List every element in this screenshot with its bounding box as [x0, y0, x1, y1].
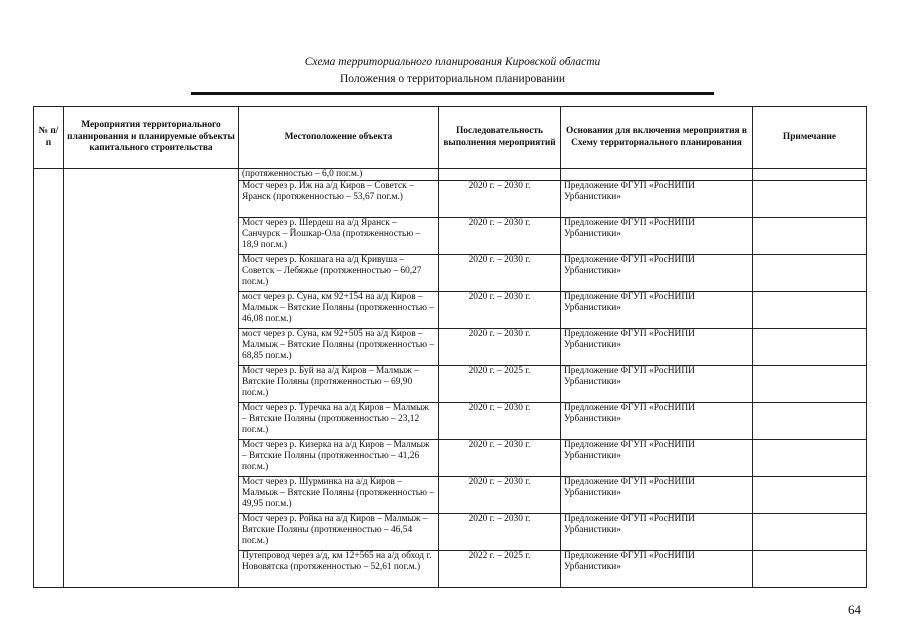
cell-location: мост через р. Суна, км 92+154 на а/д Киров – Малмыж – Вятские Поляны (протяженностью – 46,08 пог.м.): [239, 292, 439, 329]
cell-note: [753, 366, 867, 403]
col-header-number: № п/п: [34, 107, 64, 169]
document-title: Схема территориального планирования Кировской области: [304, 56, 601, 68]
cell-basis: Предложение ФГУП «РосНИПИ Урбанистики»: [561, 218, 753, 255]
cell-location: Мост через р. Туречка на а/д Киров – Малмыж – Вятские Поляны (протяженностью – 23,12 пог.м.): [239, 403, 439, 440]
planning-table: [33, 106, 867, 588]
cell-basis: Предложение ФГУП «РосНИПИ Урбанистики»: [561, 440, 753, 477]
cell-basis: Предложение ФГУП «РосНИПИ Урбанистики»: [561, 514, 753, 551]
cell-number: [34, 169, 64, 588]
cell-dates: [439, 169, 561, 181]
cell-location: (протяженностью – 6,0 пог.м.): [239, 169, 439, 181]
cell-dates: 2020 г. – 2030 г.: [439, 292, 561, 329]
table-row-continuation: [34, 169, 867, 181]
cell-note: [753, 514, 867, 551]
cell-location: Мост через р. Буй на а/д Киров – Малмыж – Вятские Поляны (протяженностью – 69,90 пог.м.): [239, 366, 439, 403]
cell-note: [753, 329, 867, 366]
cell-note: [753, 255, 867, 292]
cell-basis: [561, 169, 753, 181]
cell-basis: Предложение ФГУП «РосНИПИ Урбанистики»: [561, 403, 753, 440]
cell-note: [753, 403, 867, 440]
cell-note: [753, 292, 867, 329]
cell-note: [753, 477, 867, 514]
col-header-sequence: Последовательность выполнения мероприятий: [439, 107, 561, 169]
table-header-row: [34, 107, 867, 169]
cell-basis: Предложение ФГУП «РосНИПИ Урбанистики»: [561, 292, 753, 329]
cell-note: [753, 551, 867, 588]
cell-dates: 2020 г. – 2030 г.: [439, 514, 561, 551]
cell-location: Мост через р. Шурминка на а/д Киров – Малмыж – Вятские Поляны (протяженностью – 49,95 пог.м.): [239, 477, 439, 514]
header-rule: [191, 92, 714, 95]
cell-basis: Предложение ФГУП «РосНИПИ Урбанистики»: [561, 551, 753, 588]
cell-location: Мост через р. Шердеш на а/д Яранск – Санчурск – Йошкар-Ола (протяженностью – 18,9 пог.м.): [239, 218, 439, 255]
cell-dates: 2020 г. – 2030 г.: [439, 329, 561, 366]
cell-dates: 2020 г. – 2025 г.: [439, 366, 561, 403]
cell-dates: 2020 г. – 2030 г.: [439, 255, 561, 292]
cell-measure: [64, 169, 239, 588]
cell-note: [753, 218, 867, 255]
cell-note: [753, 169, 867, 181]
cell-dates: 2020 г. – 2030 г.: [439, 403, 561, 440]
cell-basis: Предложение ФГУП «РосНИПИ Урбанистики»: [561, 329, 753, 366]
cell-basis: Предложение ФГУП «РосНИПИ Урбанистики»: [561, 366, 753, 403]
cell-note: [753, 181, 867, 218]
cell-location: мост через р. Суна, км 92+505 на а/д Киров – Малмыж – Вятские Поляны (протяженностью – 68,85 пог.м.): [239, 329, 439, 366]
cell-note: [753, 440, 867, 477]
col-header-note: Примечание: [753, 107, 867, 169]
col-header-location: Местоположение объекта: [239, 107, 439, 169]
cell-dates: 2020 г. – 2030 г.: [439, 440, 561, 477]
cell-dates: 2020 г. – 2030 г.: [439, 477, 561, 514]
document-subtitle: Положения о территориальном планировании: [339, 73, 566, 85]
cell-location: Мост через р. Кизерка на а/д Киров – Малмыж – Вятские Поляны (протяженностью – 41,26 пог.м.): [239, 440, 439, 477]
cell-basis: Предложение ФГУП «РосНИПИ Урбанистики»: [561, 255, 753, 292]
cell-dates: 2020 г. – 2030 г.: [439, 181, 561, 218]
col-header-basis: Основания для включения мероприятия в Схему территориального планирования: [561, 107, 753, 169]
cell-location: Мост через р. Ройка на а/д Киров – Малмыж – Вятские Поляны (протяженностью – 46,54 пог.м.): [239, 514, 439, 551]
cell-dates: 2020 г. – 2030 г.: [439, 218, 561, 255]
cell-basis: Предложение ФГУП «РосНИПИ Урбанистики»: [561, 477, 753, 514]
cell-basis: Предложение ФГУП «РосНИПИ Урбанистики»: [561, 181, 753, 218]
cell-dates: 2022 г. – 2025 г.: [439, 551, 561, 588]
cell-location: Путепровод через а/д, км 12+565 на а/д обход г. Нововятска (протяженностью – 52,61 пог.м.): [239, 551, 439, 588]
cell-location: Мост через р. Кокшага на а/д Кривуша – Советск – Лебяжье (протяженностью – 60,27 пог.м.): [239, 255, 439, 292]
page-number: 64: [848, 602, 861, 617]
col-header-measures: Мероприятия территориального планирования и планируемые объекты капитального строительства: [64, 107, 239, 169]
cell-location: Мост через р. Иж на а/д Киров – Советск – Яранск (протяженностью – 53,67 пог.м.): [239, 181, 439, 218]
